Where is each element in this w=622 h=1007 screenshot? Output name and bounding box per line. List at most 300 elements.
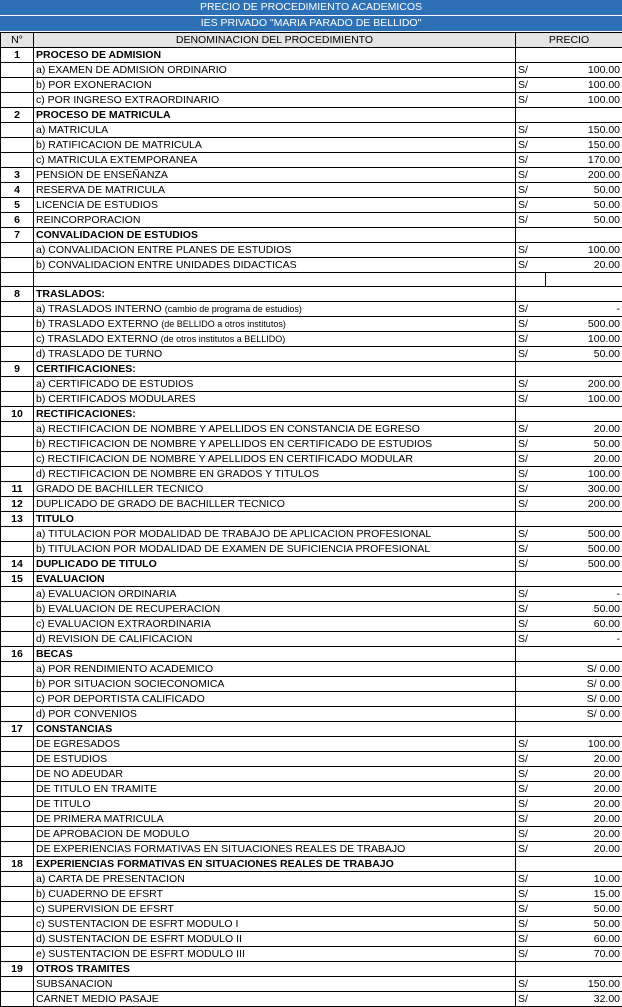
row-number: 3 xyxy=(1,168,34,183)
row-number xyxy=(1,872,34,887)
procedure-name xyxy=(34,587,516,602)
price-value: - xyxy=(546,587,622,602)
procedure-name xyxy=(34,902,516,917)
currency-symbol: S/ xyxy=(516,752,546,767)
procedure-label: a) TRASLADOS INTERNO xyxy=(36,303,162,315)
price-value: 100.00 xyxy=(546,332,622,347)
procedure-label: DE EXPERIENCIAS FORMATIVAS EN SITUACIONES REALES DE TRABAJO xyxy=(36,843,405,855)
price-value xyxy=(546,362,622,377)
row-number xyxy=(1,902,34,917)
row-number xyxy=(1,258,34,273)
currency-symbol: S/ xyxy=(516,842,546,857)
currency-symbol: S/ xyxy=(516,527,546,542)
row-number xyxy=(1,422,34,437)
col-header-num: N° xyxy=(1,33,34,48)
table-row xyxy=(1,707,622,722)
procedure-name xyxy=(34,872,516,887)
procedure-name xyxy=(34,542,516,557)
row-number: 8 xyxy=(1,287,34,302)
row-number xyxy=(1,437,34,452)
section-row xyxy=(1,647,622,662)
price-value: 500.00 xyxy=(546,527,622,542)
price-value: 100.00 xyxy=(546,467,622,482)
row-number xyxy=(1,302,34,317)
procedure-label: d) SUSTENTACION DE ESFRT MODULO II xyxy=(36,933,242,945)
price-value: 15.00 xyxy=(546,887,622,902)
procedure-label: c) TRASLADO EXTERNO xyxy=(36,333,158,345)
section-row xyxy=(1,48,622,63)
row-number: 9 xyxy=(1,362,34,377)
procedure-name xyxy=(34,737,516,752)
price-value: 60.00 xyxy=(546,617,622,632)
procedure-name xyxy=(34,827,516,842)
price-value xyxy=(546,108,622,123)
row-number xyxy=(1,243,34,258)
procedure-name xyxy=(34,812,516,827)
row-number xyxy=(1,347,34,362)
section-row xyxy=(1,287,622,302)
currency-symbol: S/ xyxy=(516,602,546,617)
table-row xyxy=(1,887,622,902)
table-row xyxy=(1,947,622,962)
section-row xyxy=(1,722,622,737)
price-value: 50.00 xyxy=(546,902,622,917)
currency-symbol: S/ xyxy=(516,422,546,437)
row-number: 14 xyxy=(1,557,34,572)
price-value: 20.00 xyxy=(546,452,622,467)
table-row xyxy=(1,662,622,677)
table-row xyxy=(1,797,622,812)
price-value: 500.00 xyxy=(546,317,622,332)
table-row xyxy=(1,902,622,917)
table-row xyxy=(1,737,622,752)
procedure-label: b) CONVALIDACION ENTRE UNIDADES DIDACTICAS xyxy=(36,259,297,271)
row-number xyxy=(1,377,34,392)
section-row xyxy=(1,857,622,872)
row-number: 5 xyxy=(1,198,34,213)
row-number: 2 xyxy=(1,108,34,123)
procedure-label: a) EXAMEN DE ADMISION ORDINARIO xyxy=(36,64,227,76)
price-value: 100.00 xyxy=(546,737,622,752)
procedure-name xyxy=(34,452,516,467)
row-number xyxy=(1,63,34,78)
table-row xyxy=(1,782,622,797)
procedure-label: c) EVALUACION EXTRAORDINARIA xyxy=(36,618,211,630)
row-number xyxy=(1,392,34,407)
procedure-label: a) TITULACION POR MODALIDAD DE TRABAJO DE APLICACION PROFESIONAL xyxy=(36,528,431,540)
currency-symbol: S/ xyxy=(516,302,546,317)
currency-symbol: S/ xyxy=(516,482,546,497)
procedure-name xyxy=(34,123,516,138)
row-number xyxy=(1,812,34,827)
table-row xyxy=(1,347,622,362)
price-value: 20.00 xyxy=(546,782,622,797)
price-value xyxy=(546,48,622,63)
procedure-name xyxy=(34,677,516,692)
row-number xyxy=(1,842,34,857)
procedure-name xyxy=(34,527,516,542)
procedure-label: DUPLICADO DE TITULO xyxy=(36,558,157,570)
table-row xyxy=(1,587,622,602)
procedure-label: LICENCIA DE ESTUDIOS xyxy=(36,199,158,211)
col-header-desc: DENOMINACION DEL PROCEDIMIENTO xyxy=(34,33,516,48)
price-value xyxy=(546,857,622,872)
table-row xyxy=(1,377,622,392)
price-value xyxy=(546,512,622,527)
currency-symbol: S/ xyxy=(516,812,546,827)
price-value: 50.00 xyxy=(546,437,622,452)
procedure-name xyxy=(34,287,516,302)
currency-symbol xyxy=(516,407,546,422)
row-number xyxy=(1,527,34,542)
procedure-name xyxy=(34,213,516,228)
procedure-label: DE TITULO xyxy=(36,798,91,810)
row-number xyxy=(1,617,34,632)
currency-symbol: S/ xyxy=(516,347,546,362)
price-value: 60.00 xyxy=(546,932,622,947)
procedure-label: TITULO xyxy=(36,513,74,525)
table-row xyxy=(1,243,622,258)
price-value: 100.00 xyxy=(546,63,622,78)
currency-symbol: S/ xyxy=(516,467,546,482)
table-row xyxy=(1,78,622,93)
price-value: 50.00 xyxy=(546,347,622,362)
currency-symbol: S/ xyxy=(516,123,546,138)
table-row xyxy=(1,527,622,542)
price-value: 50.00 xyxy=(546,213,622,228)
procedure-label: CONVALIDACION DE ESTUDIOS xyxy=(36,229,198,241)
procedure-name xyxy=(34,647,516,662)
price-value: - xyxy=(546,632,622,647)
procedure-label: a) CERTIFICADO DE ESTUDIOS xyxy=(36,378,193,390)
procedure-name xyxy=(34,138,516,153)
procedure-label: DE EGRESADOS xyxy=(36,738,120,750)
procedure-name xyxy=(34,602,516,617)
price-value: 20.00 xyxy=(546,422,622,437)
currency-symbol: S/ xyxy=(516,93,546,108)
table-row xyxy=(1,632,622,647)
price-value: 20.00 xyxy=(546,827,622,842)
table-row xyxy=(1,932,622,947)
procedure-name xyxy=(34,572,516,587)
currency-symbol: S/ xyxy=(516,198,546,213)
procedure-label: b) POR EXONERACION xyxy=(36,79,152,91)
row-number: 16 xyxy=(1,647,34,662)
table-row xyxy=(1,138,622,153)
row-number: 4 xyxy=(1,183,34,198)
procedure-label: c) RECTIFICACION DE NOMBRE Y APELLIDOS EN CERTIFICADO MODULAR xyxy=(36,453,413,465)
price-value: 50.00 xyxy=(546,917,622,932)
price-table-body xyxy=(1,33,622,1007)
procedure-label: b) RECTIFICACION DE NOMBRE Y APELLIDOS EN CERTIFICADO DE ESTUDIOS xyxy=(36,438,432,450)
currency-symbol: S/ xyxy=(516,168,546,183)
table-row xyxy=(1,213,622,228)
procedure-label: b) TITULACION POR MODALIDAD DE EXAMEN DE SUFICIENCIA PROFESIONAL xyxy=(36,543,430,555)
procedure-name xyxy=(34,332,516,347)
currency-symbol: S/ xyxy=(516,992,546,1007)
procedure-label: DUPLICADO DE GRADO DE BACHILLER TECNICO xyxy=(36,498,285,510)
price-value xyxy=(546,407,622,422)
procedure-label: DE APROBACION DE MODULO xyxy=(36,828,189,840)
procedure-label: b) EVALUACION DE RECUPERACION xyxy=(36,603,220,615)
price-value: - xyxy=(546,302,622,317)
row-number xyxy=(1,977,34,992)
table-row xyxy=(1,812,622,827)
table-row xyxy=(1,332,622,347)
procedure-label: BECAS xyxy=(36,648,73,660)
price-value: 500.00 xyxy=(546,542,622,557)
currency-symbol: S/ xyxy=(516,887,546,902)
table-row xyxy=(1,677,622,692)
section-row xyxy=(1,362,622,377)
currency-symbol: S/ xyxy=(516,542,546,557)
table-row xyxy=(1,992,622,1007)
row-number xyxy=(1,917,34,932)
table-row xyxy=(1,198,622,213)
table-row xyxy=(1,467,622,482)
procedure-label: RESERVA DE MATRICULA xyxy=(36,184,165,196)
table-row xyxy=(1,872,622,887)
procedure-label: PENSION DE ENSEÑANZA xyxy=(36,169,168,181)
row-number xyxy=(1,632,34,647)
table-row xyxy=(1,497,622,512)
currency-symbol: S/ xyxy=(516,437,546,452)
procedure-name xyxy=(34,977,516,992)
procedure-label: c) SUPERVISION DE EFSRT xyxy=(36,903,174,915)
table-row xyxy=(1,602,622,617)
currency-symbol xyxy=(516,362,546,377)
price-value: S/ 0.00 xyxy=(516,707,622,722)
currency-symbol: S/ xyxy=(516,497,546,512)
procedure-label: d) POR CONVENIOS xyxy=(36,708,137,720)
price-value: 100.00 xyxy=(546,93,622,108)
table-row xyxy=(1,452,622,467)
procedure-label: b) CUADERNO DE EFSRT xyxy=(36,888,163,900)
currency-symbol: S/ xyxy=(516,183,546,198)
procedure-name xyxy=(34,467,516,482)
price-value: 20.00 xyxy=(546,812,622,827)
procedure-label: b) RATIFICACION DE MATRICULA xyxy=(36,139,202,151)
price-value: 170.00 xyxy=(546,153,622,168)
currency-symbol: S/ xyxy=(516,557,546,572)
blank-cell xyxy=(546,273,622,287)
procedure-name xyxy=(34,842,516,857)
procedure-note: (de BELLIDO a otros institutos) xyxy=(161,319,286,329)
currency-symbol xyxy=(516,287,546,302)
row-number xyxy=(1,767,34,782)
currency-symbol: S/ xyxy=(516,932,546,947)
procedure-name xyxy=(34,752,516,767)
procedure-name xyxy=(34,78,516,93)
currency-symbol: S/ xyxy=(516,767,546,782)
price-value: 100.00 xyxy=(546,392,622,407)
currency-symbol: S/ xyxy=(516,78,546,93)
procedure-label: SUBSANACION xyxy=(36,978,112,990)
section-row xyxy=(1,512,622,527)
procedure-name xyxy=(34,557,516,572)
currency-symbol: S/ xyxy=(516,317,546,332)
price-value: 20.00 xyxy=(546,767,622,782)
row-number xyxy=(1,467,34,482)
currency-symbol: S/ xyxy=(516,632,546,647)
price-value xyxy=(546,287,622,302)
price-value: 50.00 xyxy=(546,602,622,617)
procedure-name xyxy=(34,797,516,812)
price-value: 20.00 xyxy=(546,842,622,857)
procedure-label: e) SUSTENTACION DE ESFRT MODULO III xyxy=(36,948,245,960)
row-number xyxy=(1,452,34,467)
blank-cell xyxy=(1,273,34,287)
section-row xyxy=(1,108,622,123)
currency-symbol: S/ xyxy=(516,947,546,962)
price-value: S/ 0.00 xyxy=(516,692,622,707)
table-row xyxy=(1,63,622,78)
row-number: 6 xyxy=(1,213,34,228)
price-value xyxy=(546,722,622,737)
row-number xyxy=(1,797,34,812)
procedure-note: (cambio de programa de estudios) xyxy=(165,304,302,314)
row-number xyxy=(1,153,34,168)
row-number xyxy=(1,737,34,752)
row-number xyxy=(1,123,34,138)
row-number: 7 xyxy=(1,228,34,243)
price-value: 150.00 xyxy=(546,123,622,138)
procedure-label: EVALUACION xyxy=(36,573,105,585)
price-value: 200.00 xyxy=(546,168,622,183)
price-value: 20.00 xyxy=(546,752,622,767)
currency-symbol xyxy=(516,857,546,872)
procedure-name xyxy=(34,917,516,932)
row-number xyxy=(1,707,34,722)
table-row xyxy=(1,977,622,992)
price-value xyxy=(546,228,622,243)
table-row xyxy=(1,422,622,437)
procedure-name xyxy=(34,512,516,527)
table-row xyxy=(1,302,622,317)
price-value: 200.00 xyxy=(546,497,622,512)
price-value: 300.00 xyxy=(546,482,622,497)
procedure-name xyxy=(34,347,516,362)
procedure-label: TRASLADOS: xyxy=(36,288,105,300)
procedure-name xyxy=(34,198,516,213)
table-row xyxy=(1,542,622,557)
procedure-label: GRADO DE BACHILLER TECNICO xyxy=(36,483,203,495)
price-value: 70.00 xyxy=(546,947,622,962)
page-title: PRECIO DE PROCEDIMIENTO ACADEMICOS xyxy=(0,0,622,16)
table-row xyxy=(1,317,622,332)
row-number xyxy=(1,677,34,692)
procedure-name xyxy=(34,153,516,168)
table-row xyxy=(1,842,622,857)
procedure-name xyxy=(34,362,516,377)
currency-symbol: S/ xyxy=(516,977,546,992)
procedure-label: CARNET MEDIO PASAJE xyxy=(36,993,159,1005)
price-table xyxy=(0,32,622,1007)
row-number xyxy=(1,93,34,108)
currency-symbol: S/ xyxy=(516,63,546,78)
procedure-name xyxy=(34,258,516,273)
row-number: 17 xyxy=(1,722,34,737)
procedure-label: c) POR DEPORTISTA CALIFICADO xyxy=(36,693,205,705)
currency-symbol: S/ xyxy=(516,782,546,797)
procedure-label: d) RECTIFICACION DE NOMBRE EN GRADOS Y TITULOS xyxy=(36,468,319,480)
procedure-name xyxy=(34,992,516,1007)
currency-symbol xyxy=(516,722,546,737)
blank-row xyxy=(1,273,622,287)
procedure-name xyxy=(34,183,516,198)
price-value: 100.00 xyxy=(546,243,622,258)
procedure-label: REINCORPORACION xyxy=(36,214,140,226)
price-value: S/ 0.00 xyxy=(516,677,622,692)
price-value: 20.00 xyxy=(546,258,622,273)
procedure-label: DE NO ADEUDAR xyxy=(36,768,123,780)
currency-symbol: S/ xyxy=(516,797,546,812)
institution-name: IES PRIVADO "MARIA PARADO DE BELLIDO" xyxy=(0,16,622,32)
currency-symbol: S/ xyxy=(516,243,546,258)
procedure-label: b) TRASLADO EXTERNO xyxy=(36,318,158,330)
row-number xyxy=(1,317,34,332)
row-number xyxy=(1,932,34,947)
table-row xyxy=(1,153,622,168)
currency-symbol xyxy=(516,512,546,527)
procedure-name xyxy=(34,722,516,737)
price-value: 10.00 xyxy=(546,872,622,887)
procedure-name xyxy=(34,482,516,497)
currency-symbol: S/ xyxy=(516,902,546,917)
row-number xyxy=(1,542,34,557)
price-value: 150.00 xyxy=(546,977,622,992)
currency-symbol: S/ xyxy=(516,617,546,632)
row-number xyxy=(1,827,34,842)
row-number: 12 xyxy=(1,497,34,512)
procedure-name xyxy=(34,108,516,123)
row-number xyxy=(1,782,34,797)
procedure-label: c) POR INGRESO EXTRAORDINARIO xyxy=(36,94,219,106)
procedure-name xyxy=(34,93,516,108)
currency-symbol: S/ xyxy=(516,332,546,347)
procedure-name xyxy=(34,63,516,78)
price-value: 50.00 xyxy=(546,198,622,213)
row-number xyxy=(1,692,34,707)
procedure-label: RECTIFICACIONES: xyxy=(36,408,136,420)
procedure-name xyxy=(34,692,516,707)
procedure-label: d) TRASLADO DE TURNO xyxy=(36,348,162,360)
row-number xyxy=(1,602,34,617)
currency-symbol: S/ xyxy=(516,392,546,407)
currency-symbol xyxy=(516,48,546,63)
table-row xyxy=(1,482,622,497)
procedure-label: DE ESTUDIOS xyxy=(36,753,107,765)
procedure-name xyxy=(34,857,516,872)
procedure-name xyxy=(34,932,516,947)
blank-cell xyxy=(516,273,546,287)
table-row xyxy=(1,93,622,108)
table-row xyxy=(1,437,622,452)
row-number xyxy=(1,992,34,1007)
blank-cell xyxy=(34,273,516,287)
procedure-name xyxy=(34,497,516,512)
procedure-label: d) REVISION DE CALIFICACION xyxy=(36,633,192,645)
procedure-name xyxy=(34,437,516,452)
procedure-label: PROCESO DE MATRICULA xyxy=(36,109,171,121)
price-value: 500.00 xyxy=(546,557,622,572)
procedure-note: (de otros institutos a BELLIDO) xyxy=(161,334,286,344)
procedure-name xyxy=(34,243,516,258)
row-number xyxy=(1,947,34,962)
procedure-name xyxy=(34,48,516,63)
currency-symbol xyxy=(516,962,546,977)
table-row xyxy=(1,123,622,138)
